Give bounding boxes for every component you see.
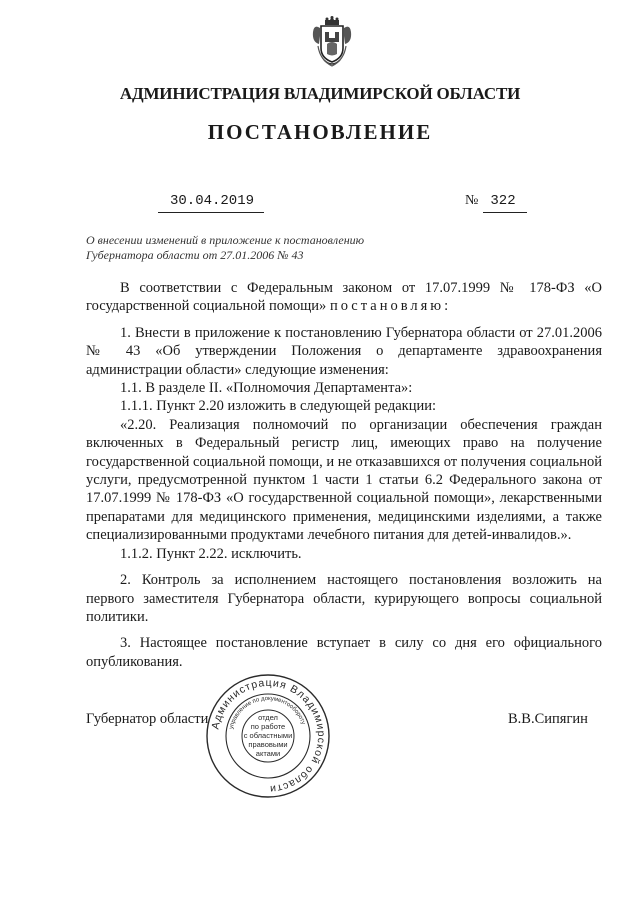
official-stamp xyxy=(204,672,332,800)
item-1: 1. Внести в приложение к постановлению Губернатора области от 27.01.2006 № 43 «Об утверждении Положения о департаменте здравоохранения администрации области» следующие изменения: xyxy=(86,324,602,378)
stamp-center-line-1: отдел xyxy=(258,713,278,722)
signatory-title: Губернатор области xyxy=(86,711,209,727)
item-2-20-text: «2.20. Реализация полномочий по организации обеспечения граждан включенных в Федеральный регистр лиц, имеющих право на получение государственной социальной помощи, и не отказавшихся от получения социальной услуги, предусмотренной пунктом 1 части 1 статьи 6.2 Федерального закона от 17.07.1999 № 178-ФЗ «О государственной социальной помощи», лекарственными препаратами для медицинского применения, медицинскими изделиями, а также специализированными продуктами лечебного питания для детей-инвалидов.». xyxy=(86,416,602,544)
item-3: 3. Настоящее постановление вступает в силу со дня его официального опубликования. xyxy=(86,635,602,670)
document-subject xyxy=(86,233,446,263)
item-1-1-1: 1.1.1. Пункт 2.20 изложить в следующей редакции: xyxy=(120,398,437,415)
item-1-1: 1.1. В разделе II. «Полномочия Департамента»: xyxy=(120,380,413,397)
preamble-paragraph xyxy=(86,279,602,316)
document-type: ПОСТАНОВЛЕНИЕ xyxy=(207,120,433,144)
organization-name: АДМИНИСТРАЦИЯ ВЛАДИМИРСКОЙ ОБЛАСТИ xyxy=(119,84,521,103)
date-underline xyxy=(158,212,264,213)
document-date: 30.04.2019 xyxy=(169,193,254,209)
number-label: № xyxy=(465,193,479,208)
stamp-outer-text: Администрация Владимирской области xyxy=(209,676,328,796)
subject-line-1: О внесении изменений в приложение к постановлению xyxy=(86,233,365,247)
item-1-1-2: 1.1.2. Пункт 2.22. исключить. xyxy=(120,545,302,562)
stamp-inner-ring-text: управление по документообороту xyxy=(228,695,306,730)
document-number: 322 xyxy=(490,193,516,209)
document-body xyxy=(86,279,602,671)
subject-line-2: Губернатора области от 27.01.2006 № 43 xyxy=(86,248,304,262)
number-underline xyxy=(483,212,527,213)
stamp-center-line-2: по работе xyxy=(250,722,286,731)
signatory-name: В.В.Сипягин xyxy=(508,711,588,727)
preamble-text: В соответствии с Федеральным законом от 17.07.1999 № 178-ФЗ «О государственной социальной помощи» xyxy=(86,280,602,315)
coat-of-arms-icon xyxy=(310,14,354,70)
item-2: 2. Контроль за исполнением настоящего постановления возложить на первого заместителя Губернатора области, курирующего вопросы социальной политики. xyxy=(86,572,602,625)
stamp-center-line-4: правовыми xyxy=(248,740,288,749)
stamp-center-line-3: с областными xyxy=(243,731,293,740)
stamp-center-line-5: актами xyxy=(255,749,281,758)
decree-word: постановляю: xyxy=(329,298,452,315)
